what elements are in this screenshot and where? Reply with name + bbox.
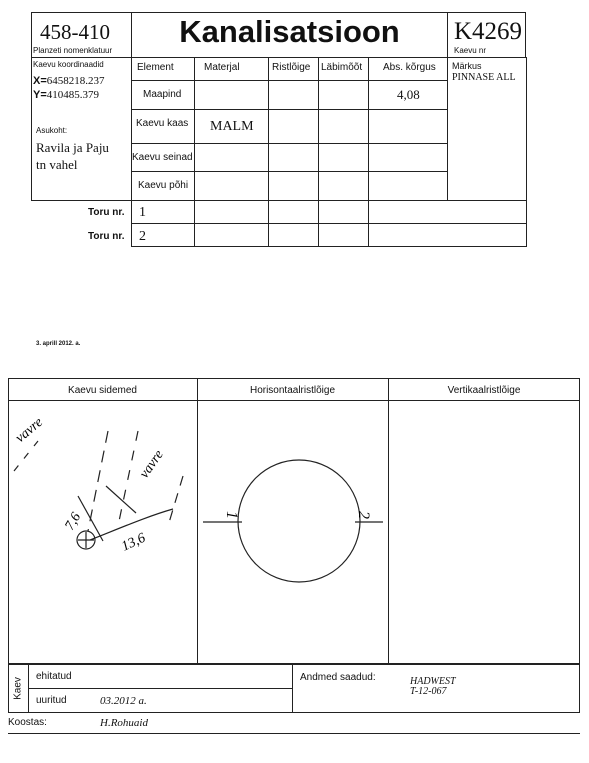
page-title: Kanalisatsioon [179, 14, 400, 49]
sketch-dim-2: 13,6 [119, 530, 148, 555]
remarks-caption: Märkus [452, 61, 482, 71]
row-abs-height: 4,08 [397, 87, 420, 102]
coord-x [33, 75, 105, 87]
well-caption: Kaevu nr [454, 46, 487, 55]
coord-y-value: 410485.379 [46, 89, 100, 101]
connections-sketch [8, 401, 197, 664]
row-material: MALM [210, 119, 254, 134]
coords-caption: Kaevu koordinaadid [33, 60, 104, 69]
remarks-text: PINNASE ALL [452, 72, 516, 83]
col-header-abs-height: Abs. kõrgus [383, 62, 436, 73]
sheet-number: 458-410 [40, 20, 110, 44]
location-line-1: Ravila ja Paju [36, 140, 109, 155]
sketch-label-vavre-1: vavre [12, 414, 46, 447]
coord-x-value: 6458218.237 [46, 75, 105, 87]
document-date: 3. aprill 2012. a. [36, 341, 81, 347]
row-element: Kaevu kaas [136, 118, 189, 129]
row-element: Maapind [143, 89, 182, 100]
sketch-label-vavre-2: vavre [136, 447, 167, 482]
pipe-label: Toru nr. [88, 207, 125, 218]
pipe-label: Toru nr. [88, 231, 125, 242]
section-mark-right: 2 [355, 511, 372, 519]
location-line-2: tn vahel [36, 157, 78, 172]
sheet-caption: Planzeti nomenklatuur [33, 46, 113, 55]
location-caption: Asukoht: [36, 126, 68, 135]
compiled-value: H.Rohuaid [100, 717, 148, 729]
surveyed-label: uuritud [36, 695, 67, 706]
row-element: Kaevu põhi [138, 180, 189, 191]
row-element: Kaevu seinad [132, 152, 193, 163]
section-mark-left: 1 [223, 511, 240, 519]
data-source-value-2: T-12-067 [410, 686, 447, 697]
well-number: K4269 [454, 18, 523, 45]
data-source-label: Andmed saadud: [300, 672, 376, 683]
coord-y-label: Y= [33, 89, 47, 101]
col-header-element: Element [137, 62, 174, 73]
col-header-cross-section: Ristlõige [272, 62, 311, 73]
panel-title-horizontal: Horisontaalristlõige [249, 385, 336, 396]
coord-x-label: X= [33, 75, 47, 87]
sketch-dim-1: 7,6 [62, 510, 85, 533]
panel-title-vertical: Vertikaalristlõige [447, 385, 521, 396]
horizontal-section-sketch [197, 401, 388, 664]
pipe-number: 1 [139, 205, 146, 220]
surveyed-value: 03.2012 a. [100, 695, 147, 707]
built-label: ehitatud [36, 671, 72, 682]
data-source-value-1: HADWEST [410, 676, 456, 687]
pipe-number: 2 [139, 229, 146, 244]
col-header-material: Materjal [204, 62, 240, 73]
col-header-diameter: Läbimõõt [321, 62, 363, 73]
footer-side-label: Kaev [12, 677, 24, 700]
coord-y [33, 89, 99, 101]
compiled-label: Koostas: [8, 717, 47, 728]
panel-title-connections: Kaevu sidemed [68, 385, 137, 396]
